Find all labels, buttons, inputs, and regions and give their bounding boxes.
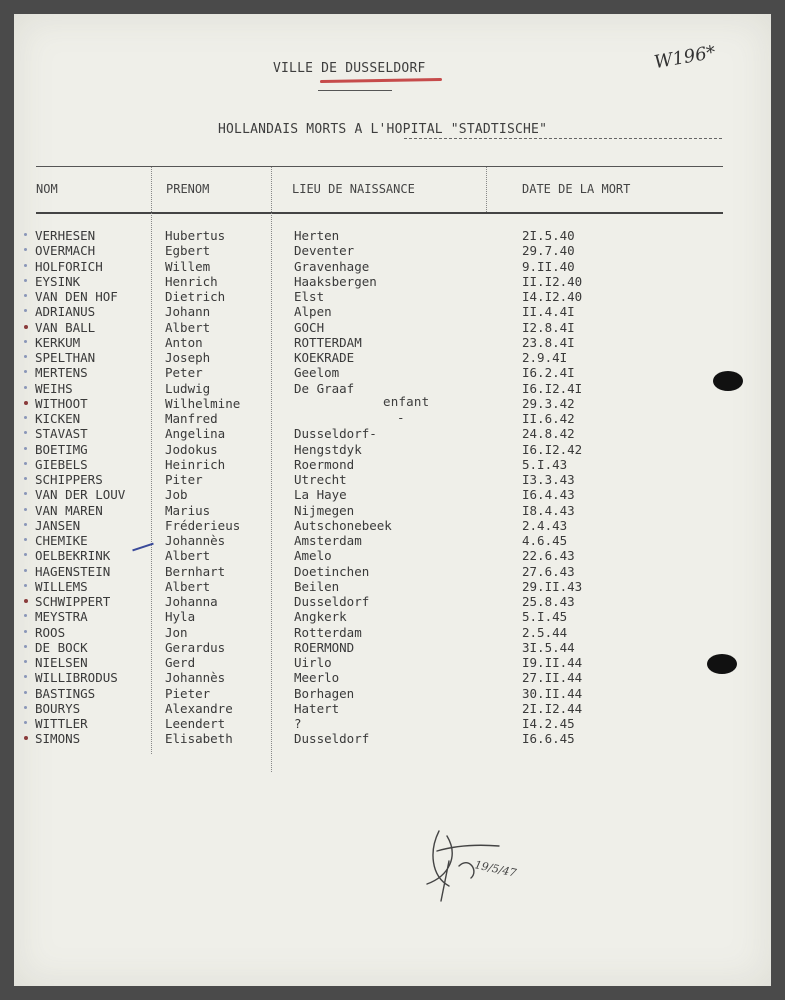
cell-prenom: Gerardus <box>165 639 226 655</box>
margin-mark <box>24 279 27 282</box>
table-row <box>14 670 771 685</box>
margin-mark <box>24 523 27 526</box>
cell-date: 29.3.42 <box>522 395 575 411</box>
cell-prenom: Hyla <box>165 609 196 625</box>
cell-date: II.6.42 <box>522 411 575 426</box>
cell-prenom: Anton <box>165 334 203 350</box>
table-row <box>14 411 771 426</box>
cell-lieu: Amsterdam <box>294 533 362 548</box>
cell-prenom: Jon <box>165 624 188 640</box>
table-row <box>14 304 771 319</box>
table-row <box>14 320 771 335</box>
title-rule <box>318 90 392 91</box>
column-header-prenom: PRENOM <box>166 182 210 196</box>
cell-prenom: Johanna <box>165 594 218 609</box>
cell-lieu: Herten <box>294 228 340 243</box>
margin-mark <box>24 691 27 694</box>
margin-mark <box>24 736 28 740</box>
margin-mark <box>24 599 28 603</box>
margin-mark <box>24 553 27 556</box>
margin-mark <box>24 660 27 663</box>
margin-mark <box>24 614 27 617</box>
document-page <box>14 14 771 986</box>
cell-prenom: Piter <box>165 472 203 487</box>
margin-mark <box>24 675 27 678</box>
cell-lieu: Nijmegen <box>294 502 355 518</box>
table-row <box>14 442 771 457</box>
cell-prenom: Manfred <box>165 411 218 426</box>
cell-lieu: ROTTERDAM <box>294 334 362 350</box>
cell-lieu: Utrecht <box>294 472 347 487</box>
cell-prenom: Egbert <box>165 243 211 259</box>
table-row <box>14 274 771 289</box>
cell-lieu: Roermond <box>294 456 355 472</box>
cell-date: 30.II.44 <box>522 685 583 701</box>
cell-date: 24.8.42 <box>522 426 575 442</box>
margin-mark <box>24 492 27 495</box>
cell-prenom: Bernhart <box>165 563 226 579</box>
margin-mark <box>24 584 27 587</box>
margin-mark <box>24 325 28 329</box>
table-row <box>14 228 771 243</box>
cell-date: I4.I2.40 <box>522 289 583 304</box>
cell-prenom: Joseph <box>165 350 211 365</box>
cell-nom: VERHESEN <box>35 228 96 243</box>
cell-nom: MEYSTRA <box>35 609 88 625</box>
title-red-underline <box>320 78 442 83</box>
margin-mark <box>24 477 27 480</box>
cell-nom: MERTENS <box>35 365 88 381</box>
cell-prenom: Jodokus <box>165 441 218 457</box>
cell-lieu: KOEKRADE <box>294 350 355 365</box>
cell-lieu: Rotterdam <box>294 624 362 640</box>
cell-date: 2.5.44 <box>522 624 568 640</box>
column-header-date: DATE DE LA MORT <box>522 182 631 196</box>
cell-date: I4.2.45 <box>522 716 575 731</box>
margin-mark <box>24 462 27 465</box>
cell-nom: KERKUM <box>35 334 81 350</box>
cell-nom: BASTINGS <box>35 685 96 701</box>
cell-date: 4.6.45 <box>522 533 568 548</box>
table-row <box>14 243 771 258</box>
cell-date: I9.II.44 <box>522 655 583 670</box>
cell-prenom: Fréderieus <box>165 517 241 533</box>
cell-date: 5.I.45 <box>522 609 568 625</box>
margin-mark <box>24 340 27 343</box>
cell-lieu: Borhagen <box>294 685 355 701</box>
cell-lieu: Dusseldorf- <box>294 426 377 442</box>
annotation-dash: - <box>397 410 405 425</box>
table-row <box>14 365 771 380</box>
margin-mark <box>24 569 27 572</box>
cell-lieu: ? <box>294 716 302 731</box>
table-row <box>14 716 771 731</box>
cell-lieu: De Graaf <box>294 380 355 396</box>
cell-date: I2.8.4I <box>522 319 575 335</box>
cell-date: 27.6.43 <box>522 563 575 579</box>
cell-prenom: Ludwig <box>165 380 211 396</box>
cell-prenom: Peter <box>165 365 203 381</box>
cell-nom: VAN DEN HOF <box>35 289 118 304</box>
margin-mark <box>24 264 27 267</box>
table-row <box>14 564 771 579</box>
cell-nom: JANSEN <box>35 517 81 533</box>
cell-prenom: Henrich <box>165 273 218 289</box>
cell-nom: NIELSEN <box>35 655 88 670</box>
cell-date: 2.4.43 <box>522 517 568 533</box>
table-row <box>14 533 771 548</box>
cell-prenom: Wilhelmine <box>165 395 241 411</box>
margin-mark <box>24 416 27 419</box>
table-row <box>14 259 771 274</box>
cell-date: 5.I.43 <box>522 456 568 472</box>
cell-nom: VAN BALL <box>35 319 96 335</box>
cell-date: 22.6.43 <box>522 548 575 564</box>
cell-lieu: Geelom <box>294 365 340 381</box>
margin-mark <box>24 309 27 312</box>
table-row <box>14 426 771 441</box>
cell-prenom: Job <box>165 487 188 503</box>
table-row <box>14 487 771 502</box>
cell-nom: WEIHS <box>35 380 73 396</box>
table-top-rule <box>36 166 723 167</box>
table-row <box>14 457 771 472</box>
cell-prenom: Heinrich <box>165 456 226 472</box>
cell-date: 25.8.43 <box>522 594 575 609</box>
table-row <box>14 625 771 640</box>
cell-date: 3I.5.44 <box>522 639 575 655</box>
cell-lieu: Hatert <box>294 700 340 716</box>
margin-mark <box>24 233 27 236</box>
cell-nom: VAN DER LOUV <box>35 487 126 503</box>
cell-nom: BOURYS <box>35 700 81 716</box>
table-row <box>14 609 771 624</box>
cell-date: II.I2.40 <box>522 273 583 289</box>
document-title: VILLE DE DUSSELDORF <box>273 61 426 76</box>
cell-nom: OVERMACH <box>35 243 96 259</box>
cell-lieu: ROERMOND <box>294 639 355 655</box>
cell-lieu: Dusseldorf <box>294 731 370 747</box>
cell-nom: SCHIPPERS <box>35 472 103 487</box>
punch-hole <box>707 654 737 674</box>
cell-date: I6.I2.4I <box>522 380 583 396</box>
cell-nom: DE BOCK <box>35 639 88 655</box>
cell-lieu: La Haye <box>294 487 347 503</box>
cell-prenom: Albert <box>165 548 211 564</box>
table-row <box>14 518 771 533</box>
table-row <box>14 289 771 304</box>
margin-mark <box>24 721 27 724</box>
cell-date: 2I.I2.44 <box>522 700 583 716</box>
cell-nom: ROOS <box>35 624 66 640</box>
margin-mark <box>24 355 27 358</box>
table-header-rule <box>36 212 723 214</box>
cell-date: 29.II.43 <box>522 578 583 594</box>
cell-date: 2I.5.40 <box>522 228 575 243</box>
cell-nom: WITHOOT <box>35 395 88 411</box>
cell-lieu: Uirlo <box>294 655 332 670</box>
cell-lieu: Amelo <box>294 548 332 564</box>
cell-lieu: Hengstdyk <box>294 441 362 457</box>
cell-nom: CHEMIKE <box>35 533 88 548</box>
margin-mark <box>24 538 27 541</box>
cell-nom: GIEBELS <box>35 456 88 472</box>
margin-mark <box>24 706 27 709</box>
cell-prenom: Johannès <box>165 670 226 686</box>
margin-mark <box>24 370 27 373</box>
cell-prenom: Pieter <box>165 685 211 701</box>
cell-lieu: Gravenhage <box>294 258 370 274</box>
cell-prenom: Johann <box>165 304 211 320</box>
table-row <box>14 686 771 701</box>
cell-prenom: Hubertus <box>165 228 226 243</box>
cell-date: I6.2.4I <box>522 365 575 381</box>
table-row <box>14 731 771 746</box>
cell-nom: HAGENSTEIN <box>35 563 111 579</box>
table-row <box>14 335 771 350</box>
cell-lieu: Elst <box>294 289 325 304</box>
cell-nom: KICKEN <box>35 411 81 426</box>
margin-mark <box>24 401 28 405</box>
cell-date: 9.II.40 <box>522 258 575 274</box>
cell-nom: WILLEMS <box>35 578 88 594</box>
table-row <box>14 548 771 563</box>
handwritten-signature <box>419 816 529 911</box>
cell-date: I6.4.43 <box>522 487 575 503</box>
heading-rule <box>404 138 722 139</box>
cell-nom: EYSINK <box>35 273 81 289</box>
margin-mark <box>24 294 27 297</box>
cell-lieu: Deventer <box>294 243 355 259</box>
cell-lieu: Doetinchen <box>294 563 370 579</box>
column-divider <box>486 167 487 212</box>
cell-lieu: Beilen <box>294 578 340 594</box>
cell-date: I6.I2.42 <box>522 441 583 457</box>
cell-date: 23.8.4I <box>522 334 575 350</box>
cell-prenom: Gerd <box>165 655 196 670</box>
cell-prenom: Elisabeth <box>165 731 233 747</box>
cell-nom: WITTLER <box>35 716 88 731</box>
cell-date: 2.9.4I <box>522 350 568 365</box>
cell-lieu: Autschonebeek <box>294 517 392 533</box>
margin-mark <box>24 645 27 648</box>
cell-lieu: Angkerk <box>294 609 347 625</box>
cell-nom: HOLFORICH <box>35 258 103 274</box>
handwritten-reference: W196* <box>652 41 718 74</box>
table-row <box>14 350 771 365</box>
cell-lieu: Haaksbergen <box>294 273 377 289</box>
punch-hole <box>713 371 743 391</box>
cell-date: I8.4.43 <box>522 502 575 518</box>
cell-nom: SPELTHAN <box>35 350 96 365</box>
cell-prenom: Albert <box>165 578 211 594</box>
margin-mark <box>24 508 27 511</box>
cell-date: I3.3.43 <box>522 472 575 487</box>
table-row <box>14 579 771 594</box>
annotation-enfant: enfant <box>383 394 430 409</box>
table-row <box>14 655 771 670</box>
cell-nom: STAVAST <box>35 426 88 442</box>
cell-lieu: Alpen <box>294 304 332 320</box>
document-heading: HOLLANDAIS MORTS A L'HOPITAL "STADTISCHE" <box>218 122 548 137</box>
margin-mark <box>24 431 27 434</box>
cell-prenom: Alexandre <box>165 700 233 716</box>
column-header-lieu: LIEU DE NAISSANCE <box>292 182 415 196</box>
margin-mark <box>24 447 27 450</box>
cell-date: 29.7.40 <box>522 243 575 259</box>
cell-nom: WILLIBRODUS <box>35 670 118 686</box>
table-row <box>14 640 771 655</box>
cell-prenom: Willem <box>165 258 211 274</box>
cell-lieu: Dusseldorf <box>294 594 370 609</box>
cell-date: 27.II.44 <box>522 670 583 686</box>
table-row <box>14 594 771 609</box>
cell-prenom: Albert <box>165 319 211 335</box>
signature-date: 19/5/47 <box>473 858 518 880</box>
margin-mark <box>24 248 27 251</box>
cell-prenom: Marius <box>165 502 211 518</box>
cell-lieu: Meerlo <box>294 670 340 686</box>
cell-nom: VAN MAREN <box>35 502 103 518</box>
table-row <box>14 503 771 518</box>
cell-nom: SCHWIPPERT <box>35 594 111 609</box>
cell-nom: OELBEKRINK <box>35 548 111 564</box>
table-row <box>14 701 771 716</box>
cell-prenom: Angelina <box>165 426 226 442</box>
margin-mark <box>24 630 27 633</box>
cell-nom: BOETIMG <box>35 441 88 457</box>
cell-lieu: GOCH <box>294 319 325 335</box>
column-header-nom: NOM <box>36 182 58 196</box>
cell-prenom: Leendert <box>165 716 226 731</box>
cell-nom: SIMONS <box>35 731 81 747</box>
table-row <box>14 472 771 487</box>
margin-mark <box>24 386 27 389</box>
cell-date: II.4.4I <box>522 304 575 320</box>
cell-date: I6.6.45 <box>522 731 575 747</box>
cell-nom: ADRIANUS <box>35 304 96 320</box>
cell-prenom: Johannès <box>165 533 226 548</box>
cell-prenom: Dietrich <box>165 289 226 304</box>
